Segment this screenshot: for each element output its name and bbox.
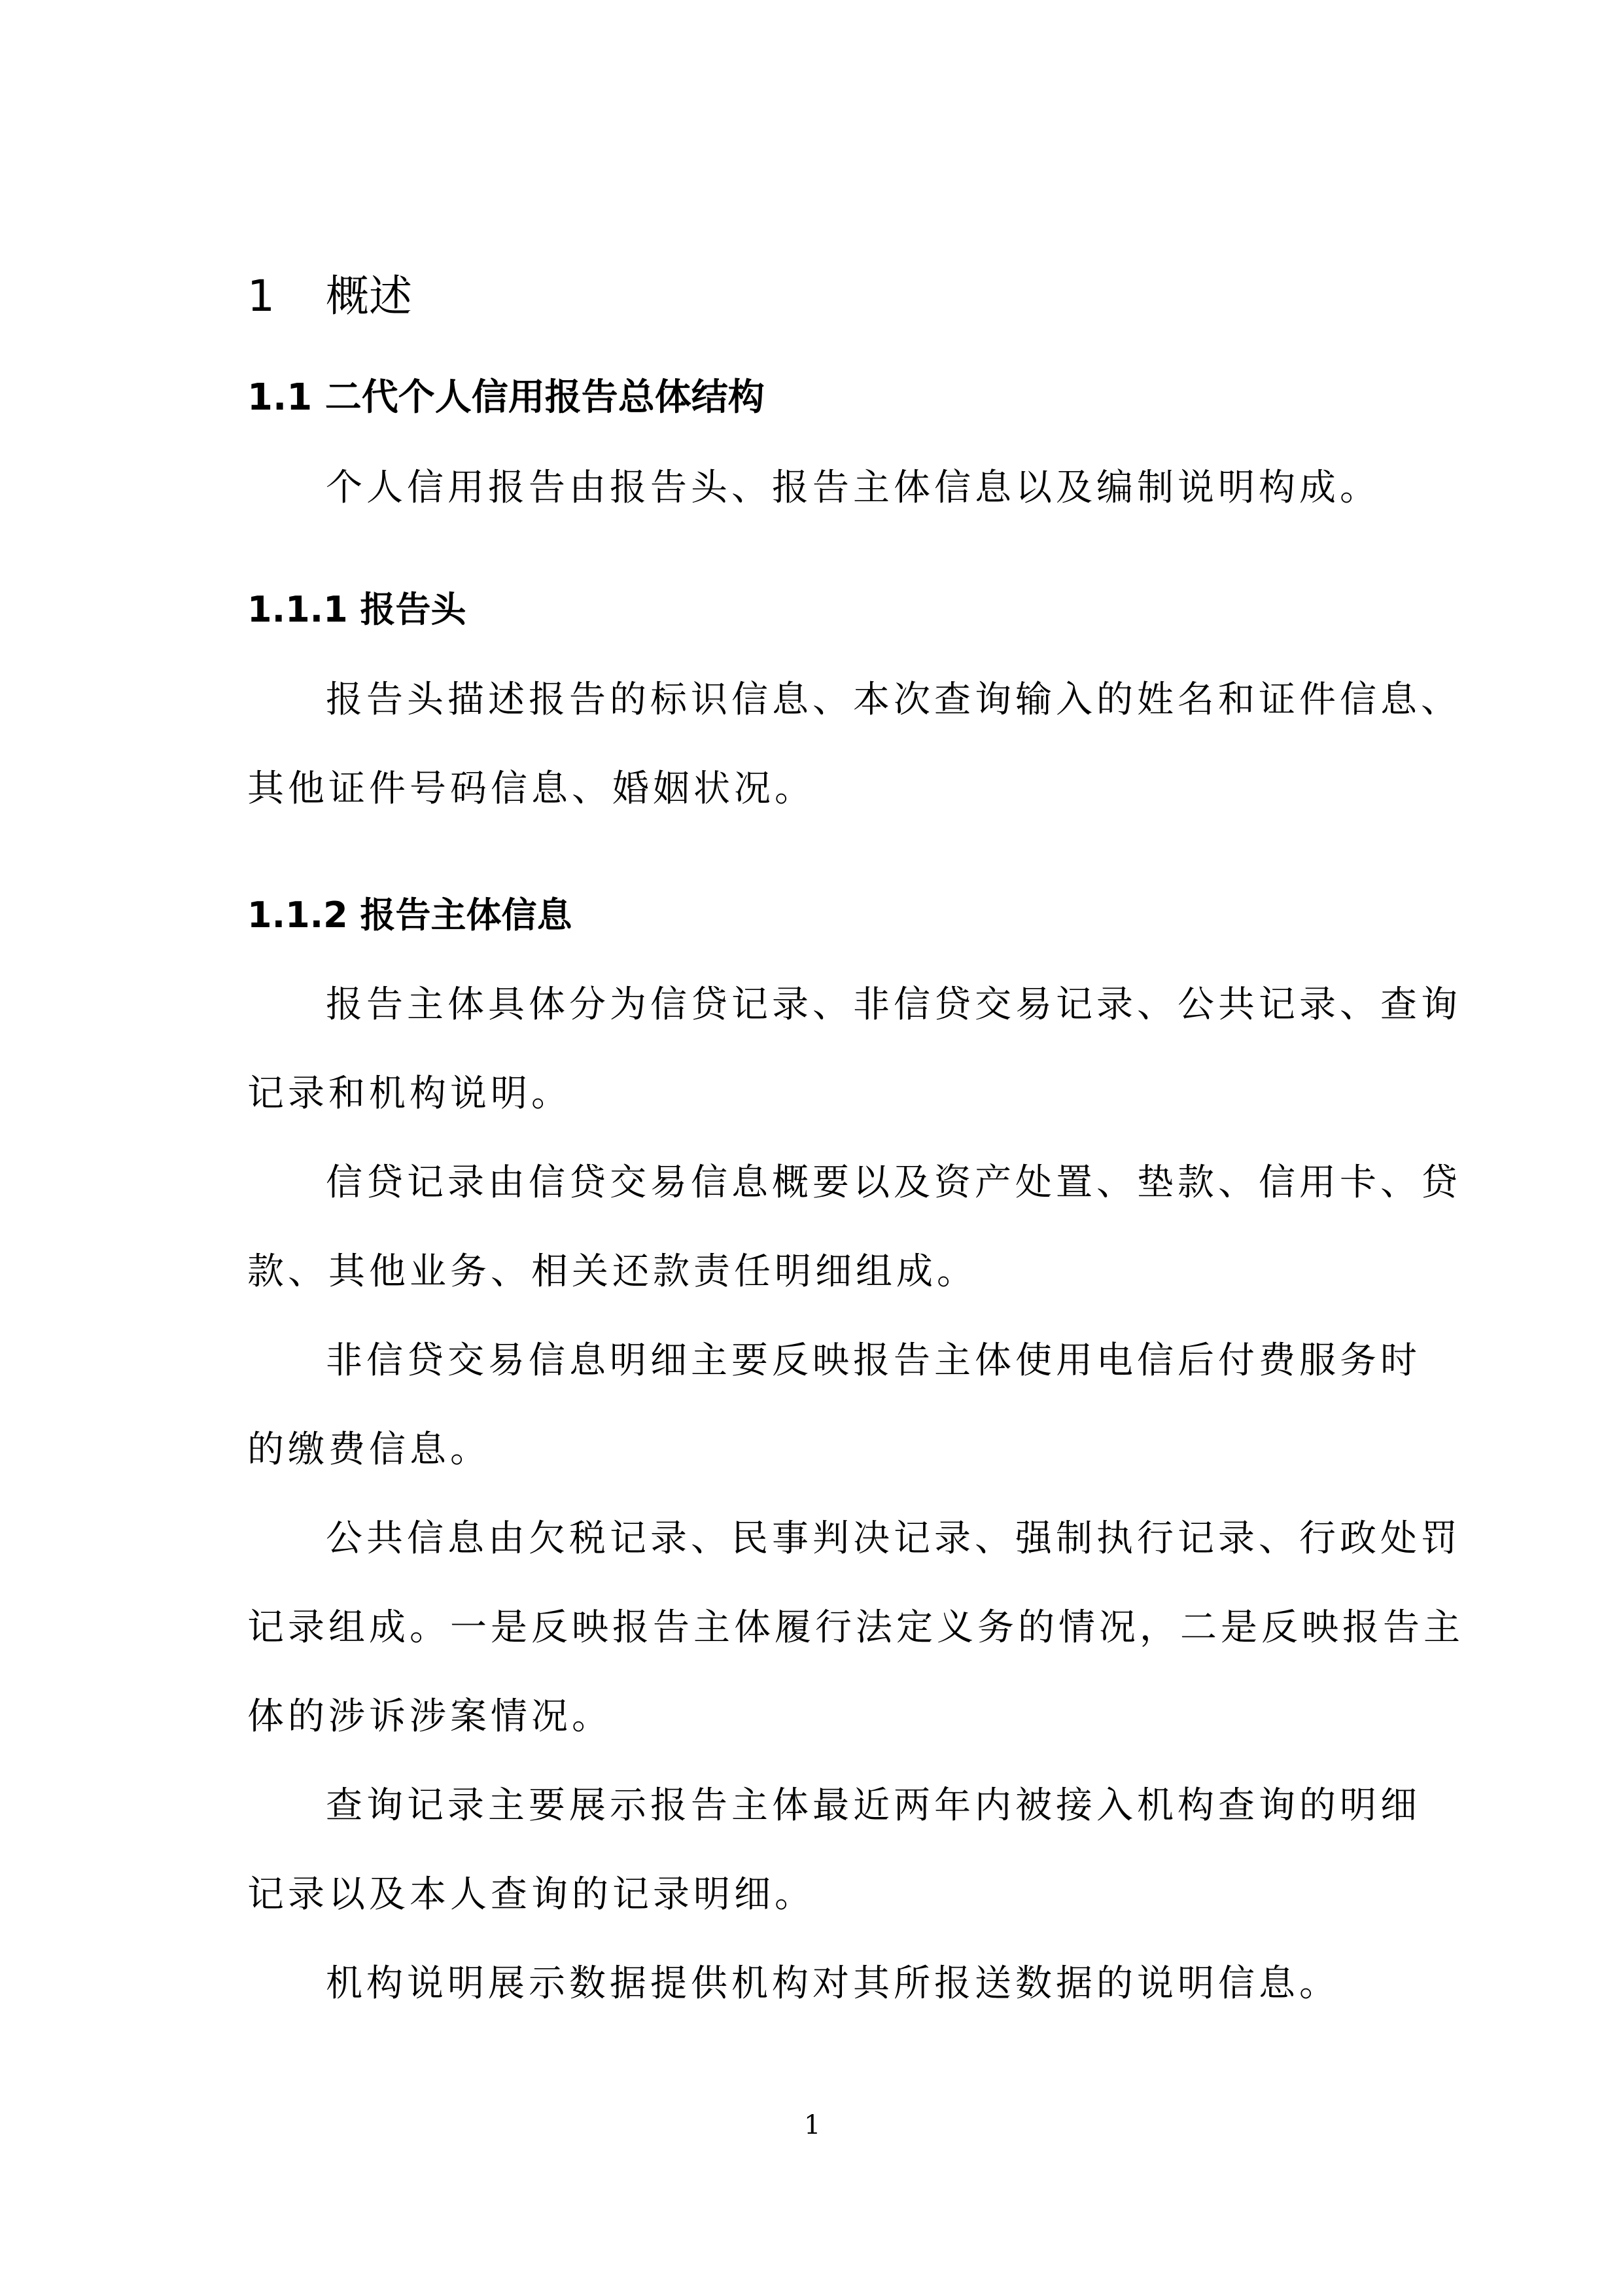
- public-info-line-2: 记录组成。一是反映报告主体履行法定义务的情况，二是反映报告主: [247, 1606, 1464, 1649]
- heading-1-title: 概述: [326, 271, 412, 321]
- page-number: 1: [804, 2110, 821, 2140]
- heading-1-number: 1: [247, 271, 275, 321]
- public-info-line-1: 公共信息由欠税记录、民事判决记录、强制执行记录、行政处罚: [326, 1517, 1461, 1560]
- heading-report-head: 1.1.1 报告头: [247, 589, 466, 630]
- non-credit-line-2: 的缴费信息。: [247, 1428, 491, 1471]
- credit-overview-line-2: 记录和机构说明。: [247, 1072, 572, 1115]
- heading-1: [247, 271, 412, 321]
- credit-record-line-1: 信贷记录由信贷交易信息概要以及资产处置、垫款、信用卡、贷: [326, 1161, 1461, 1204]
- public-info-line-3: 体的涉诉涉案情况。: [247, 1695, 612, 1738]
- institution-note-line-1: 机构说明展示数据提供机构对其所报送数据的说明信息。: [326, 1962, 1340, 2005]
- report-head-line-1: 报告头描述报告的标识信息、本次查询输入的姓名和证件信息、: [326, 679, 1461, 721]
- query-record-line-2: 记录以及本人查询的记录明细。: [247, 1873, 815, 1916]
- heading-report-body: 1.1.2 报告主体信息: [247, 894, 572, 936]
- non-credit-line-1: 非信贷交易信息明细主要反映报告主体使用电信后付费服务时: [326, 1339, 1421, 1382]
- credit-record-line-2: 款、其他业务、相关还款责任明细组成。: [247, 1250, 977, 1293]
- intro-paragraph: 个人信用报告由报告头、报告主体信息以及编制说明构成。: [326, 467, 1380, 509]
- report-head-line-2: 其他证件号码信息、婚姻状况。: [247, 768, 815, 810]
- query-record-line-1: 查询记录主要展示报告主体最近两年内被接入机构查询的明细: [326, 1784, 1421, 1827]
- heading-2: 1.1 二代个人信用报告总体结构: [247, 376, 765, 419]
- credit-overview-line-1: 报告主体具体分为信贷记录、非信贷交易记录、公共记录、查询: [326, 983, 1461, 1026]
